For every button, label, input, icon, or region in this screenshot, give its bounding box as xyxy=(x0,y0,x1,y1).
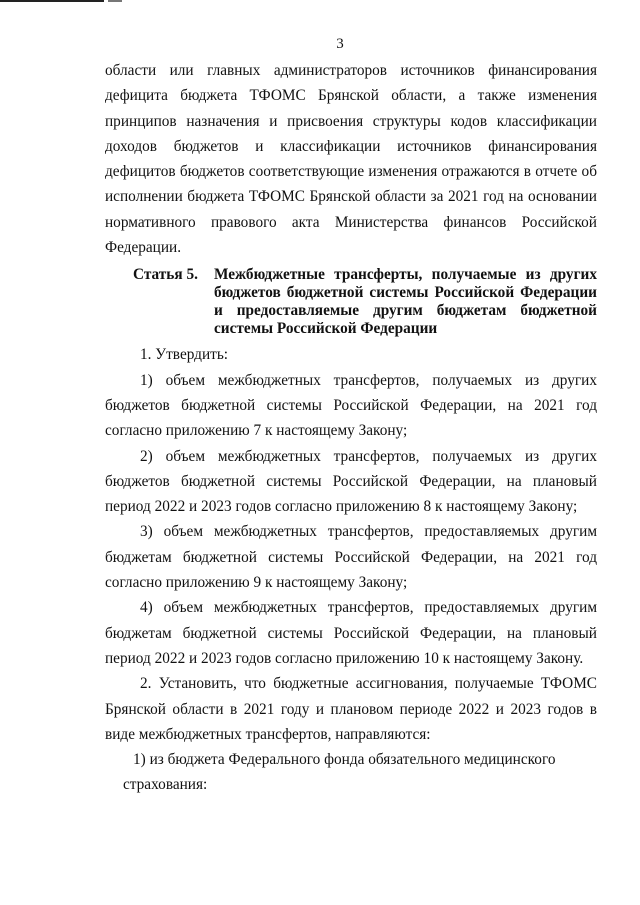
list-item-1: 1) объем межбюджетных трансфертов, получаемых из других бюджетов бюджетной системы Российской Федерации, на 2021 год согласно приложению 7 к настоящему Закону; xyxy=(105,371,597,440)
subitem-federal-fund-end: страхования: xyxy=(123,776,208,794)
list-item-3: 3) объем межбюджетных трансфертов, предоставляемых другим бюджетам бюджетной системы Российской Федерации, на 2021 год согласно приложению 9 к настоящему Закону; xyxy=(105,523,597,592)
list-item-4: 4) объем межбюджетных трансфертов, предоставляемых другим бюджетам бюджетной системы Российской Федерации, на плановый период 2022 и 2023 годов согласно приложению 10 к настоящему Закону. xyxy=(105,599,597,667)
page-number: 3 xyxy=(336,36,344,52)
subitem-federal-fund xyxy=(105,747,597,798)
subitem-federal-fund-start: 1) из бюджета Федерального фонда обязательного медицинского xyxy=(133,751,556,769)
paragraph-continuation: области или главных администраторов источников финансирования дефицита бюджета ТФОМС Брянской области, а также изменения принципов назначения и присвоения структуры кодов классификации доходов бюджетов и классификации источников финансирования дефицитов бюджетов соответствующие изменения отражаются в отчете об исполнении бюджета ТФОМС Брянской области за 2021 год на основании нормативного правового акта Министерства финансов Российской Федерации. xyxy=(105,62,597,257)
article-title: Межбюджетные трансферты, получаемые из других бюджетов бюджетной системы Российской Федерации и предоставляемые другим бюджетам бюджетной системы Российской Федерации xyxy=(214,266,597,338)
article-number: Статья 5. xyxy=(133,266,198,284)
article-heading xyxy=(105,266,597,338)
document-body xyxy=(105,58,597,798)
paragraph-approve: 1. Утвердить: xyxy=(140,346,229,364)
scan-edge-mark xyxy=(0,0,104,2)
paragraph-establish: 2. Установить, что бюджетные ассигнования, получаемые ТФОМС Брянской области в 2021 году и плановом периоде 2022 и 2023 годов в виде межбюджетных трансфертов, направляются: xyxy=(105,675,597,743)
scan-edge-mark-2 xyxy=(108,0,122,2)
list-item-2: 2) объем межбюджетных трансфертов, получаемых из других бюджетов бюджетной системы Российской Федерации, на плановый период 2022 и 2023 годов согласно приложению 8 к настоящему Закону; xyxy=(105,447,597,516)
